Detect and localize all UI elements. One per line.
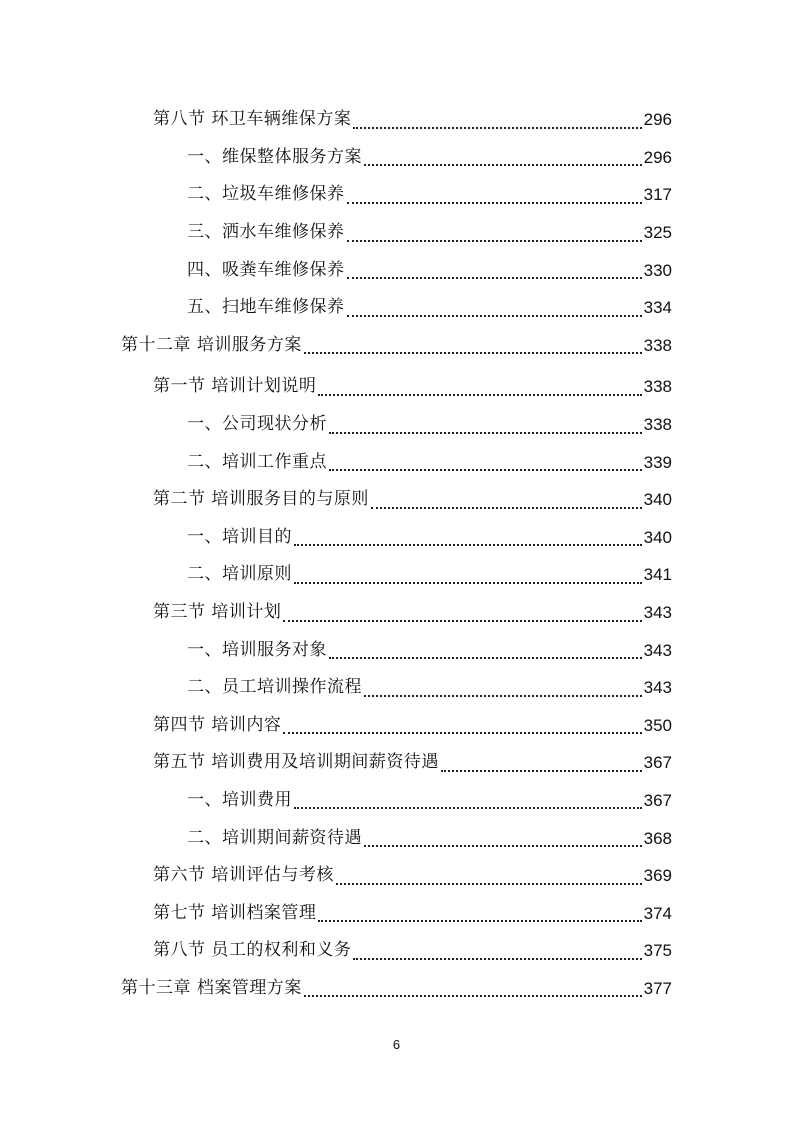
toc-entry-title: 一、维保整体服务方案 <box>187 146 362 167</box>
dot-leader <box>364 150 642 166</box>
toc-entry-title: 一、培训目的 <box>187 526 292 547</box>
toc-entry[interactable] <box>0 707 672 745</box>
toc-entry[interactable] <box>0 139 672 177</box>
toc-entry[interactable] <box>0 631 672 669</box>
dot-leader <box>441 756 642 772</box>
table-of-contents <box>0 101 793 1007</box>
toc-entry-page: 341 <box>643 565 672 585</box>
dot-leader <box>347 226 642 242</box>
toc-entry-title: 二、培训原则 <box>187 564 292 585</box>
toc-entry[interactable] <box>0 669 672 707</box>
dot-leader <box>294 530 642 546</box>
toc-entry-title: 第十三章 档案管理方案 <box>121 977 302 998</box>
toc-entry-title: 第八节 环卫车辆维保方案 <box>153 109 352 130</box>
toc-chapter-entry[interactable] <box>0 970 672 1008</box>
toc-entry-page: 343 <box>643 603 672 623</box>
toc-entry[interactable] <box>0 251 672 289</box>
toc-entry-title: 第六节 培训评估与考核 <box>153 865 334 886</box>
dot-leader <box>353 113 641 129</box>
toc-entry-title: 第三节 培训计划 <box>153 602 282 623</box>
toc-entry-page: 338 <box>643 335 672 355</box>
toc-entry-page: 338 <box>643 377 672 397</box>
dot-leader <box>364 831 642 847</box>
toc-entry-page: 343 <box>643 640 672 660</box>
toc-entry[interactable] <box>0 594 672 632</box>
toc-entry-title: 第四节 培训内容 <box>153 714 282 735</box>
toc-entry-title: 第十二章 培训服务方案 <box>121 334 302 355</box>
toc-entry-title: 二、培训工作重点 <box>187 451 327 472</box>
toc-entry-page: 330 <box>643 260 672 280</box>
toc-entry-title: 第五节 培训费用及培训期间薪资待遇 <box>153 752 439 773</box>
toc-entry[interactable] <box>0 782 672 820</box>
toc-entry[interactable] <box>0 406 672 444</box>
dot-leader <box>347 188 642 204</box>
toc-entry[interactable] <box>0 101 672 139</box>
toc-entry-title: 五、扫地车维修保养 <box>187 297 345 318</box>
dot-leader <box>294 568 642 584</box>
toc-entry[interactable] <box>0 368 672 406</box>
toc-entry-page: 367 <box>643 790 672 810</box>
toc-entry-title: 第一节 培训计划说明 <box>153 376 317 397</box>
dot-leader <box>347 263 642 279</box>
dot-leader <box>294 793 642 809</box>
toc-entry[interactable] <box>0 214 672 252</box>
toc-chapter-entry[interactable] <box>0 327 672 365</box>
page-number: 6 <box>392 1037 401 1052</box>
toc-entry-page: 340 <box>643 490 672 510</box>
dot-leader <box>329 643 642 659</box>
toc-entry[interactable] <box>0 819 672 857</box>
toc-entry-page: 350 <box>643 715 672 735</box>
dot-leader <box>336 869 642 885</box>
dot-leader <box>318 906 641 922</box>
toc-entry-page: 339 <box>643 452 672 472</box>
toc-entry-title: 第八节 员工的权利和义务 <box>153 940 352 961</box>
dot-leader <box>353 944 641 960</box>
toc-entry-title: 一、培训费用 <box>187 789 292 810</box>
toc-entry-page: 375 <box>643 941 672 961</box>
toc-entry-page: 296 <box>643 110 672 130</box>
toc-entry-title: 一、培训服务对象 <box>187 639 327 660</box>
toc-entry-title: 四、吸粪车维修保养 <box>187 259 345 280</box>
toc-entry[interactable] <box>0 857 672 895</box>
toc-entry[interactable] <box>0 894 672 932</box>
toc-entry[interactable] <box>0 289 672 327</box>
toc-entry-page: 334 <box>643 298 672 318</box>
dot-leader <box>329 418 642 434</box>
toc-entry-page: 369 <box>643 866 672 886</box>
toc-entry-title: 二、培训期间薪资待遇 <box>187 827 362 848</box>
dot-leader <box>364 681 642 697</box>
toc-entry-title: 一、公司现状分析 <box>187 414 327 435</box>
toc-entry[interactable] <box>0 443 672 481</box>
toc-entry-page: 317 <box>643 185 672 205</box>
toc-entry-page: 338 <box>643 415 672 435</box>
toc-entry[interactable] <box>0 744 672 782</box>
toc-entry[interactable] <box>0 519 672 557</box>
toc-entry-page: 325 <box>643 223 672 243</box>
toc-entry-page: 368 <box>643 828 672 848</box>
toc-entry-title: 第二节 培训服务目的与原则 <box>153 489 369 510</box>
toc-entry-title: 二、员工培训操作流程 <box>187 677 362 698</box>
toc-entry-page: 343 <box>643 678 672 698</box>
toc-entry-page: 377 <box>643 978 672 998</box>
dot-leader <box>318 380 641 396</box>
toc-entry-title: 三、洒水车维修保养 <box>187 222 345 243</box>
dot-leader <box>283 606 641 622</box>
toc-entry-page: 374 <box>643 903 672 923</box>
toc-entry-page: 340 <box>643 527 672 547</box>
dot-leader <box>329 455 642 471</box>
toc-entry[interactable] <box>0 176 672 214</box>
dot-leader <box>304 338 642 354</box>
toc-entry-title: 第七节 培训档案管理 <box>153 902 317 923</box>
toc-entry-page: 296 <box>643 147 672 167</box>
dot-leader <box>304 981 642 997</box>
toc-entry[interactable] <box>0 556 672 594</box>
toc-entry[interactable] <box>0 932 672 970</box>
toc-entry-title: 二、垃圾车维修保养 <box>187 184 345 205</box>
dot-leader <box>371 493 642 509</box>
toc-entry-page: 367 <box>643 753 672 773</box>
toc-entry[interactable] <box>0 481 672 519</box>
dot-leader <box>347 301 642 317</box>
dot-leader <box>283 718 641 734</box>
